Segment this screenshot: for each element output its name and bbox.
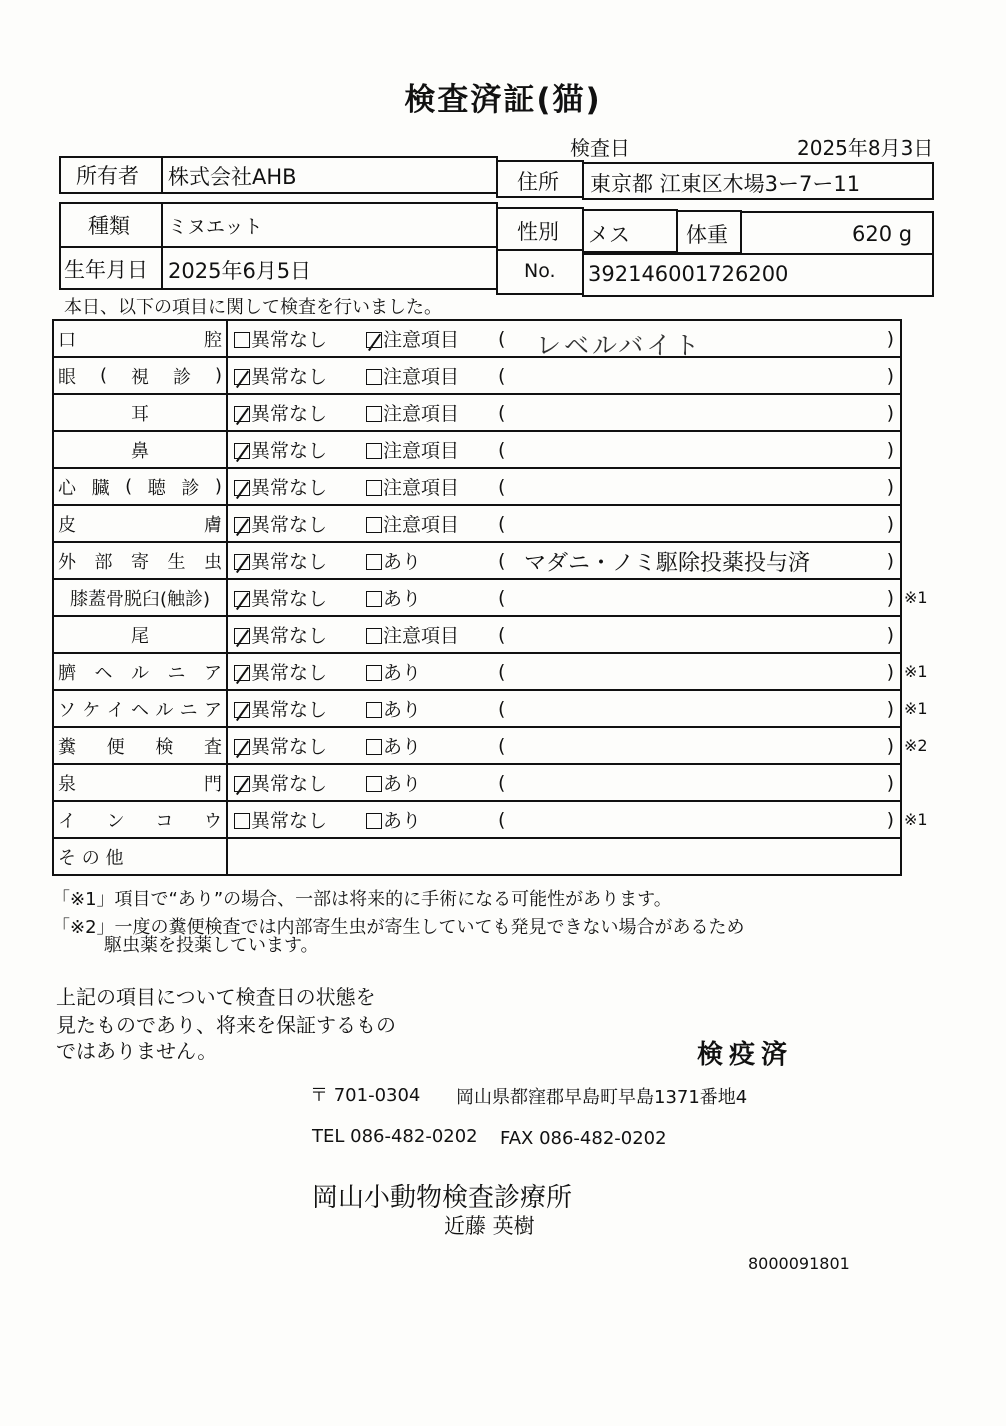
inspection-row <box>53 764 901 801</box>
other-row <box>53 838 901 875</box>
secondary-option-label: 注意項目 <box>383 403 460 425</box>
paren-open: ( <box>498 438 506 461</box>
paren-close: ) <box>886 734 894 757</box>
paren-open: ( <box>498 401 506 424</box>
normal-option-label: 異常なし <box>251 403 328 425</box>
quarantine-stamp: 検疫済 <box>697 1040 794 1070</box>
breed-value: ミヌエット <box>168 216 263 238</box>
secondary-option-label: あり <box>383 551 422 573</box>
item-name-char: 部 <box>94 551 113 573</box>
sex-value: メス <box>588 223 630 247</box>
paren-close: ) <box>886 327 894 350</box>
item-name-char: ア <box>203 699 222 721</box>
normal-option-label: 異常なし <box>251 514 328 536</box>
normal-option[interactable] <box>228 362 366 389</box>
item-name <box>58 548 222 574</box>
address-label: 住所 <box>517 170 559 194</box>
other-value <box>227 838 901 875</box>
secondary-option[interactable] <box>366 584 498 611</box>
no-label: No. <box>524 260 556 282</box>
notice-line-2: 見たものであり、将来を保証するもの <box>56 1013 396 1037</box>
item-name-char: 寄 <box>131 551 149 573</box>
normal-checkbox[interactable] <box>234 369 250 385</box>
weight-value: 620 g <box>852 222 913 246</box>
item-name-char: ニ <box>167 662 186 684</box>
document-code: 8000091801 <box>748 1254 850 1273</box>
item-name-char: 膝蓋骨脱臼(触診) <box>69 588 211 610</box>
secondary-checkbox[interactable] <box>366 776 382 792</box>
footnote-mark: ※1 <box>904 661 928 681</box>
item-name-char: 尾 <box>131 625 149 647</box>
paren-close: ) <box>886 438 894 461</box>
remark-field <box>498 587 900 609</box>
parasite-note: マダニ・ノミ駆除投薬投与済 <box>524 551 811 576</box>
normal-option[interactable] <box>228 584 366 611</box>
item-name-char: 心 <box>58 477 76 499</box>
inspection-row <box>53 727 901 764</box>
item-name-char: 生 <box>167 551 186 573</box>
normal-option[interactable] <box>228 473 366 500</box>
normal-option[interactable] <box>228 806 366 833</box>
secondary-option-label: あり <box>383 736 422 758</box>
item-name-char: 糞 <box>58 736 76 758</box>
item-name-char: ニ <box>179 699 198 721</box>
item-name <box>58 696 222 722</box>
item-name-char: コ <box>155 810 174 832</box>
item-name-char: ル <box>155 699 174 721</box>
secondary-option-label: あり <box>383 662 422 684</box>
notice-line-1: 上記の項目について検査日の状態を <box>56 985 376 1009</box>
paren-open: ( <box>498 364 506 387</box>
normal-checkbox[interactable] <box>234 591 250 607</box>
item-name-char: 査 <box>203 736 222 758</box>
remark-field <box>498 439 900 461</box>
paren-close: ) <box>886 623 894 646</box>
normal-option[interactable] <box>228 399 366 426</box>
item-name-char: ( <box>99 365 108 386</box>
normal-checkbox[interactable] <box>234 406 250 422</box>
item-name <box>58 807 222 833</box>
secondary-checkbox[interactable] <box>366 332 382 348</box>
breed-label: 種類 <box>88 214 130 238</box>
normal-option-label: 異常なし <box>251 366 328 388</box>
normal-option-label: 異常なし <box>251 662 328 684</box>
remark-field <box>498 698 900 720</box>
normal-option-label: 異常なし <box>251 773 328 795</box>
item-name-char: ) <box>214 365 222 386</box>
birth-label: 生年月日 <box>64 258 148 282</box>
secondary-checkbox[interactable] <box>366 443 382 459</box>
inspection-table <box>52 319 902 876</box>
secondary-checkbox[interactable] <box>366 517 382 533</box>
inspection-date: 2025年8月3日 <box>797 136 934 160</box>
item-name-char: 門 <box>204 773 222 795</box>
inspection-row <box>53 801 901 838</box>
paren-open: ( <box>498 771 506 794</box>
item-name-char: 検 <box>155 736 174 758</box>
inspection-row <box>53 579 901 616</box>
secondary-option[interactable] <box>366 806 498 833</box>
normal-option[interactable] <box>228 547 366 574</box>
inspection-row <box>53 431 901 468</box>
paren-open: ( <box>498 623 506 646</box>
normal-option-label: 異常なし <box>251 329 328 351</box>
item-name <box>58 659 222 685</box>
secondary-option-label: あり <box>383 588 422 610</box>
inspection-row <box>53 357 901 394</box>
paren-open: ( <box>498 586 506 609</box>
secondary-option[interactable] <box>366 325 498 352</box>
normal-checkbox[interactable] <box>234 480 250 496</box>
item-name <box>58 437 222 463</box>
normal-option[interactable] <box>228 510 366 537</box>
item-name <box>58 585 222 611</box>
item-name-char: 膚 <box>204 514 222 536</box>
normal-checkbox[interactable] <box>234 702 250 718</box>
paren-open: ( <box>498 808 506 831</box>
item-name <box>58 770 222 796</box>
owner-value: 株式会社AHB <box>168 165 297 189</box>
remark-field <box>498 365 900 387</box>
normal-checkbox[interactable] <box>234 665 250 681</box>
remark-field <box>498 402 900 424</box>
secondary-checkbox[interactable] <box>366 591 382 607</box>
owner-label: 所有者 <box>76 164 139 188</box>
footnote-mark: ※1 <box>904 587 928 607</box>
secondary-option[interactable] <box>366 547 498 574</box>
item-name-char: ア <box>204 662 222 684</box>
secondary-option[interactable] <box>366 510 498 537</box>
paren-close: ) <box>886 808 894 831</box>
normal-option-label: 異常なし <box>251 551 328 573</box>
paren-close: ) <box>886 475 894 498</box>
handwritten-note: レベルバイト <box>536 331 703 360</box>
secondary-option[interactable] <box>366 732 498 759</box>
normal-checkbox[interactable] <box>234 554 250 570</box>
secondary-option-label: あり <box>383 810 422 832</box>
normal-option-label: 異常なし <box>251 440 328 462</box>
no-value: 392146001726200 <box>588 262 789 286</box>
item-name-char: 耳 <box>131 403 149 425</box>
paren-close: ) <box>886 586 894 609</box>
item-name-char: 泉 <box>58 773 76 795</box>
inspection-row <box>53 468 901 505</box>
inspection-row <box>53 505 901 542</box>
footnote-mark: ※1 <box>904 810 928 830</box>
paren-close: ) <box>886 697 894 720</box>
weight-label: 体重 <box>686 223 728 247</box>
normal-checkbox[interactable] <box>234 739 250 755</box>
footnote-mark: ※2 <box>904 736 928 756</box>
paren-close: ) <box>886 364 894 387</box>
item-name <box>58 363 222 389</box>
normal-option[interactable] <box>228 732 366 759</box>
inspection-date-label: 検査日 <box>570 136 630 160</box>
paren-open: ( <box>498 734 506 757</box>
inspection-row <box>53 690 901 727</box>
other-label: そ の 他 <box>58 847 124 869</box>
inspection-row <box>53 653 901 690</box>
normal-checkbox[interactable] <box>234 517 250 533</box>
item-name-char: 腔 <box>204 329 222 351</box>
secondary-checkbox[interactable] <box>366 665 382 681</box>
normal-checkbox[interactable] <box>234 813 250 829</box>
footnote-2a: 「※2」一度の糞便検査では内部寄生虫が寄生していても発見できない場合があるため <box>52 917 745 938</box>
secondary-checkbox[interactable] <box>366 628 382 644</box>
normal-checkbox[interactable] <box>234 776 250 792</box>
secondary-option[interactable] <box>366 621 498 648</box>
remark-field <box>498 513 900 535</box>
remark-field <box>498 809 900 831</box>
secondary-checkbox[interactable] <box>366 739 382 755</box>
secondary-option-label: 注意項目 <box>383 514 460 536</box>
normal-option[interactable] <box>228 325 366 352</box>
secondary-option[interactable] <box>366 362 498 389</box>
normal-option[interactable] <box>228 658 366 685</box>
secondary-checkbox[interactable] <box>366 813 382 829</box>
item-name-char: 皮 <box>58 514 76 536</box>
normal-option-label: 異常なし <box>251 588 328 610</box>
item-name-char: ( <box>125 476 133 497</box>
item-name-char: 眼 <box>58 366 76 388</box>
clinic-address: 岡山県都窪郡早島町早島1371番地4 <box>456 1087 748 1108</box>
normal-option-label: 異常なし <box>251 699 328 721</box>
normal-checkbox[interactable] <box>234 443 250 459</box>
remark-field <box>498 735 900 757</box>
item-name-char: 便 <box>106 736 125 758</box>
item-name <box>58 511 222 537</box>
paren-open: ( <box>498 660 506 683</box>
item-name-char: ヘ <box>94 662 113 684</box>
intro-text: 本日、以下の項目に関して検査を行いました。 <box>64 297 442 318</box>
normal-checkbox[interactable] <box>234 628 250 644</box>
item-name-char: 臍 <box>58 662 76 684</box>
item-name-char: ル <box>131 662 149 684</box>
normal-option-label: 異常なし <box>251 810 328 832</box>
secondary-checkbox[interactable] <box>366 369 382 385</box>
item-name-char: ケ <box>82 699 101 721</box>
item-name-char: 虫 <box>204 551 222 573</box>
paren-close: ) <box>886 512 894 535</box>
remark-field <box>498 661 900 683</box>
normal-option[interactable] <box>228 695 366 722</box>
page-title: 検査済証(猫) <box>404 82 602 118</box>
item-name-char: イ <box>106 699 125 721</box>
paren-open: ( <box>498 512 506 535</box>
secondary-option[interactable] <box>366 658 498 685</box>
normal-option-label: 異常なし <box>251 477 328 499</box>
paren-close: ) <box>886 771 894 794</box>
paren-open: ( <box>498 549 506 572</box>
paren-close: ) <box>886 660 894 683</box>
clinic-fax: FAX 086-482-0202 <box>500 1128 667 1149</box>
footnote-mark: ※1 <box>904 699 928 718</box>
clinic-tel: TEL 086-482-0202 <box>312 1126 478 1147</box>
item-name-char: 視 <box>131 366 149 388</box>
item-name-char: 外 <box>58 551 76 573</box>
normal-option-label: 異常なし <box>251 625 328 647</box>
doctor-name: 近藤 英樹 <box>444 1214 535 1238</box>
item-name-char: ソ <box>58 699 76 721</box>
remark-field <box>498 476 900 498</box>
secondary-checkbox[interactable] <box>366 554 382 570</box>
secondary-option[interactable] <box>366 399 498 426</box>
normal-option[interactable] <box>228 436 366 463</box>
secondary-option-label: あり <box>383 773 422 795</box>
secondary-option[interactable] <box>366 473 498 500</box>
paren-open: ( <box>498 697 506 720</box>
secondary-option-label: 注意項目 <box>383 440 460 462</box>
item-name <box>58 400 222 426</box>
item-name-char: 鼻 <box>131 440 149 462</box>
secondary-option-label: あり <box>383 699 422 721</box>
secondary-option[interactable] <box>366 769 498 796</box>
secondary-option-label: 注意項目 <box>383 329 460 351</box>
item-name-char: 診 <box>172 366 191 388</box>
secondary-checkbox[interactable] <box>366 702 382 718</box>
address-value: 東京都 江東区木場3ー7ー11 <box>590 172 861 196</box>
item-name-char: ン <box>106 810 125 832</box>
postal-code: 〒 701-0304 <box>310 1085 421 1106</box>
secondary-option-label: 注意項目 <box>383 477 460 499</box>
normal-option[interactable] <box>228 621 366 648</box>
remark-field <box>498 772 900 794</box>
birth-value: 2025年6月5日 <box>168 259 312 283</box>
normal-option-label: 異常なし <box>251 736 328 758</box>
secondary-checkbox[interactable] <box>366 406 382 422</box>
item-name <box>58 326 222 352</box>
item-name-char: 聴 <box>147 477 166 499</box>
secondary-option-label: 注意項目 <box>383 625 460 647</box>
item-name <box>58 474 222 500</box>
remark-field <box>498 624 900 646</box>
inspection-row <box>53 616 901 653</box>
secondary-option[interactable] <box>366 695 498 722</box>
paren-open: ( <box>498 475 506 498</box>
item-name-char: 口 <box>58 329 76 351</box>
item-name-char: イ <box>58 810 76 832</box>
paren-close: ) <box>886 401 894 424</box>
item-name-char: 臓 <box>91 477 110 499</box>
secondary-option[interactable] <box>366 436 498 463</box>
footnote-1: 「※1」項目で“あり”の場合、一部は将来的に手術になる可能性があります。 <box>52 889 672 910</box>
item-name <box>58 733 222 759</box>
item-name-char: 診 <box>181 477 200 499</box>
notice-line-3: ではありません。 <box>56 1039 218 1063</box>
paren-close: ) <box>886 549 894 572</box>
inspection-row <box>53 394 901 431</box>
paren-open: ( <box>498 327 506 350</box>
secondary-option-label: 注意項目 <box>383 366 460 388</box>
item-name-char: ) <box>214 476 222 497</box>
item-name <box>58 622 222 648</box>
item-name-char: ヘ <box>130 699 149 721</box>
footnote-2b: 駆虫薬を投薬しています。 <box>104 935 319 956</box>
inspection-row <box>53 320 901 357</box>
normal-checkbox[interactable] <box>234 332 250 348</box>
normal-option[interactable] <box>228 769 366 796</box>
clinic-name: 岡山小動物検査診療所 <box>312 1183 573 1213</box>
secondary-checkbox[interactable] <box>366 480 382 496</box>
item-name-char: ウ <box>203 810 222 832</box>
sex-label: 性別 <box>517 220 559 244</box>
